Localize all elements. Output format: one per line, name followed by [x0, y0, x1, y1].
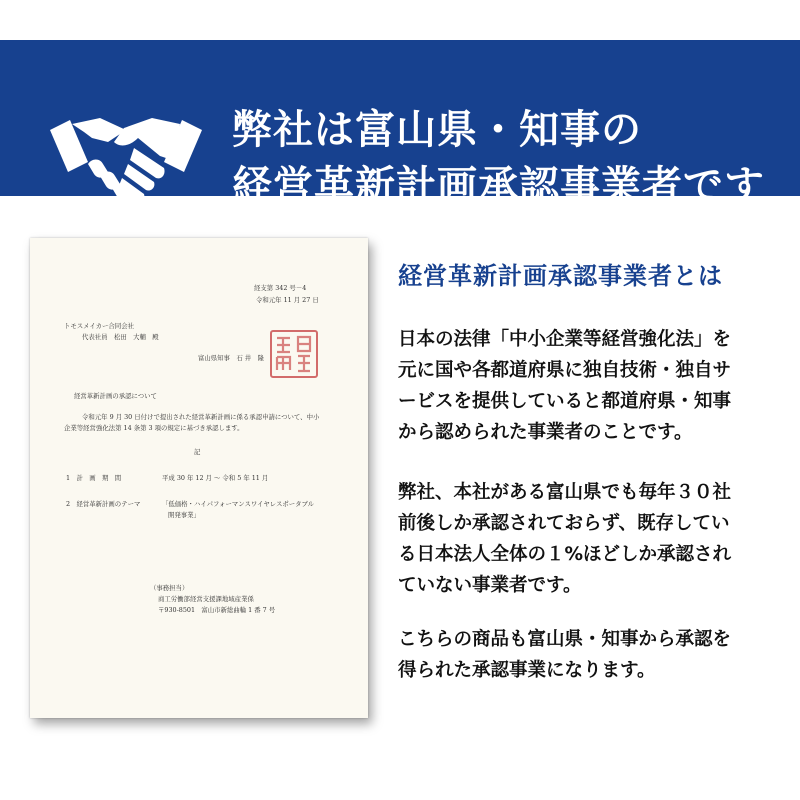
doc-addressee-rep: 代表社員 松田 大輔 殿 — [82, 333, 159, 341]
paragraph-line: ービスを提供していると都道府県・知事 — [398, 391, 732, 412]
doc-item1-label: 1 計 画 期 間 — [66, 474, 122, 482]
doc-subject: 経営革新計画の承認について — [74, 392, 157, 400]
doc-item2-value1: 「低価格・ハイパフォーマンスワイヤレスポータブル — [162, 500, 315, 508]
doc-ki: 記 — [194, 448, 201, 456]
doc-item2-label: 2 経営革新計画のテーマ — [66, 500, 141, 508]
paragraph-line: る日本法人全体の１%ほどしか承認され — [398, 544, 732, 565]
paragraph-line: 得られた承認事業になります。 — [398, 660, 656, 681]
section-title: 経営革新計画承認事業者とは — [398, 262, 723, 290]
banner-title-line1: 弊社は富山県・知事の — [232, 107, 642, 153]
banner-title — [232, 102, 765, 214]
doc-body-line1: 令和元年 9 月 30 日付けで提出された経営革新計画に係る承認申請について、中小 — [82, 413, 320, 421]
doc-item2-value2: 開発事業」 — [168, 511, 200, 519]
handshake-icon — [48, 108, 204, 210]
paragraph-line: ていない事業者です。 — [398, 575, 582, 596]
doc-contact-head: （事務担当） — [150, 584, 189, 592]
doc-contact-addr: 〒930-8501 富山市新総曲輪 1 番 7 号 — [158, 606, 276, 614]
approval-document — [30, 238, 368, 718]
official-seal — [270, 330, 318, 378]
doc-body-line2: 企業等経営強化法第 14 条第 3 項の規定に基づき承認します。 — [64, 424, 244, 432]
header-banner — [0, 40, 800, 209]
paragraph-line: 元に国や各都道府県に独自技術・独自サ — [398, 360, 732, 381]
doc-ref-no: 経支第 342 号－4 — [254, 284, 307, 292]
paragraph-definition — [398, 324, 770, 448]
paragraph-company — [398, 477, 770, 601]
paragraph-line: 前後しか承認されておらず、既存してい — [398, 513, 730, 534]
paragraph-line: 日本の法律「中小企業等経営強化法」を — [398, 329, 732, 350]
doc-sender: 富山県知事 石 井 隆 — [198, 354, 264, 362]
doc-item1-value: 平成 30 年 12 月 ～ 令和 5 年 11 月 — [162, 474, 269, 482]
paragraph-line: から認められた事業者のことです。 — [398, 422, 693, 443]
banner-title-line2: 経営革新計画承認事業者です — [232, 163, 765, 209]
doc-contact-dept: 商工労働部経営支援課地域産業係 — [158, 595, 254, 603]
doc-addressee-company: トモスメイカー合同会社 — [64, 322, 134, 330]
doc-date: 令和元年 11 月 27 日 — [256, 296, 319, 304]
paragraph-line: 弊社、本社がある富山県でも毎年３０社 — [398, 482, 732, 503]
paragraph-product — [398, 624, 770, 686]
paragraph-line: こちらの商品も富山県・知事から承認を — [398, 629, 732, 650]
